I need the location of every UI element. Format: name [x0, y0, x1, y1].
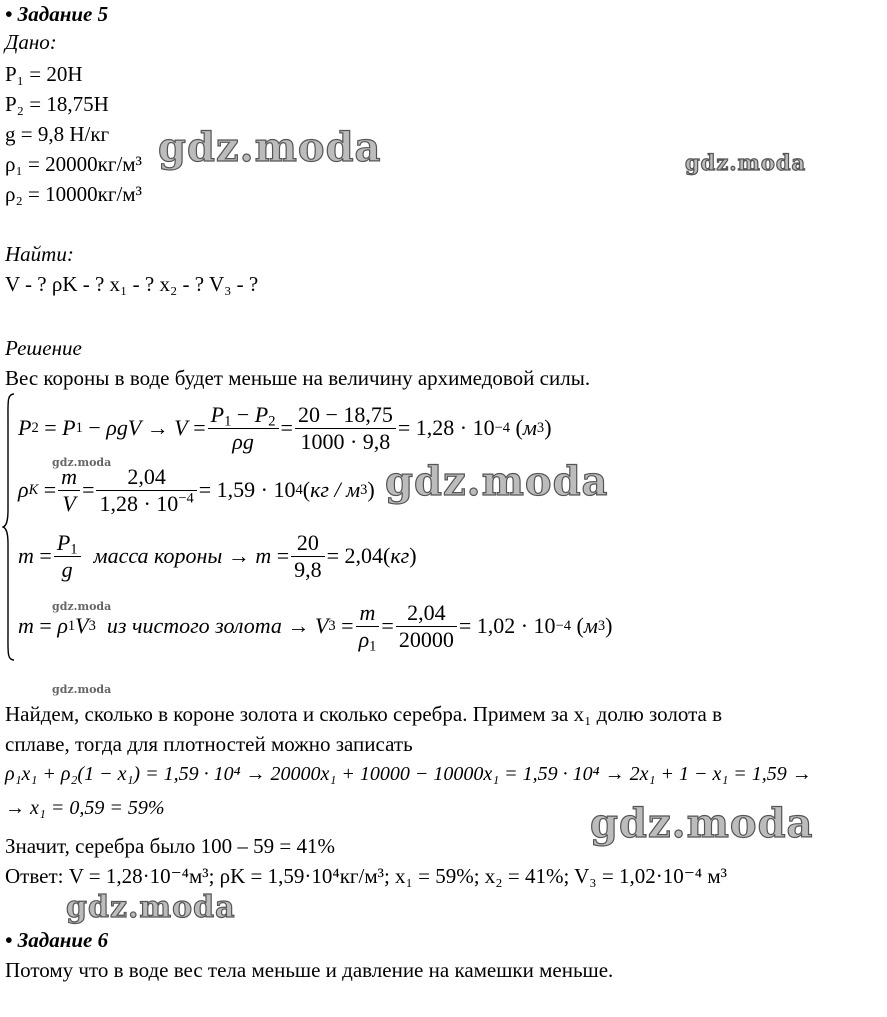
equation-5-line-1: ρ₁x₁ + ρ₂(1 − x₁) = 1,59 · 10⁴ → 20000x₁ + 10000 − 10000x₁ = 1,59 · 10⁴ → 2x₁ + 1 − x₁ = 1,59 →	[5, 763, 812, 785]
solution-text-1: Вес короны в воде будет меньше на величину архимедовой силы.	[5, 366, 591, 390]
find-label: Найти:	[5, 242, 74, 266]
answer-line: Ответ: V = 1,28·10⁻⁴м³; ρK = 1,59·10⁴кг/м³; x₁ = 59%; x₂ = 41%; V₃ = 1,02·10⁻⁴ м³	[5, 864, 727, 888]
watermark-logo: gdz.moda	[590, 800, 814, 847]
task5-heading: • Задание 5	[5, 2, 109, 26]
watermark-small: gdz.moda	[52, 456, 112, 469]
system-brace	[2, 392, 16, 662]
watermark-small: gdz.moda	[52, 600, 112, 613]
watermark-logo: gdz.moda	[385, 458, 609, 505]
task6-text: Потому что в воде вес тела меньше и давление на камешки меньше.	[5, 958, 614, 982]
watermark-logo: gdz.moda	[685, 150, 807, 175]
equation-4: m = ρ 1 V 3 из чистого золота → V 3 = $\frac{m}{\rho_1}$ = $\frac{2,04}{20000}$ = 1,02 · 10 −4 ( м 3 )	[18, 599, 613, 655]
solution-text-2: Найдем, сколько в короне золота и сколько серебра. Примем за x₁ долю золота в	[5, 702, 723, 726]
equation-5-line-2: → x₁ = 0,59 = 59%	[5, 797, 165, 819]
solution-label: Решение	[5, 336, 82, 360]
given-rho2: ρ₂ = 10000кг/м³	[5, 182, 142, 206]
given-p1: P₁ = 20Н	[5, 62, 83, 86]
solution-text-4: Значит, серебра было 100 – 59 = 41%	[5, 834, 335, 858]
equation-3: m = $\frac{P_1}{g}$ масса короны → m = $\frac{20}{9,8}$ = 2,04 ( кг )	[18, 529, 417, 582]
equation-2: ρ K = $\frac{m}{V}$ = $\frac{2,04}{1,28 \cdot 10^{-4}}$ = 1,59 · 10 4 ( кг / м 3 )	[18, 463, 375, 516]
watermark-small: gdz.moda	[52, 683, 112, 696]
given-rho1: ρ₁ = 20000кг/м³	[5, 152, 142, 176]
given-p2: P₂ = 18,75Н	[5, 92, 109, 116]
solution-text-3: сплаве, тогда для плотностей можно записать	[5, 732, 413, 756]
find-list: V - ? ρK - ? x₁ - ? x₂ - ? V₃ - ?	[5, 272, 259, 296]
watermark-logo: gdz.moda	[66, 890, 236, 925]
given-g: g = 9,8 Н/кг	[5, 122, 110, 146]
equation-1: P 2 = P 1 − ρgV → V = $\frac{P_1 - P_2}{\rho g}$ = $\frac{20 - 18,75}{1000 \cdot 9,8}$ = 1,28 · 10 −4 ( м 3 )	[18, 401, 552, 454]
watermark-logo: gdz.moda	[158, 124, 382, 171]
task6-heading: • Задание 6	[5, 928, 109, 952]
given-label: Дано:	[5, 30, 57, 54]
